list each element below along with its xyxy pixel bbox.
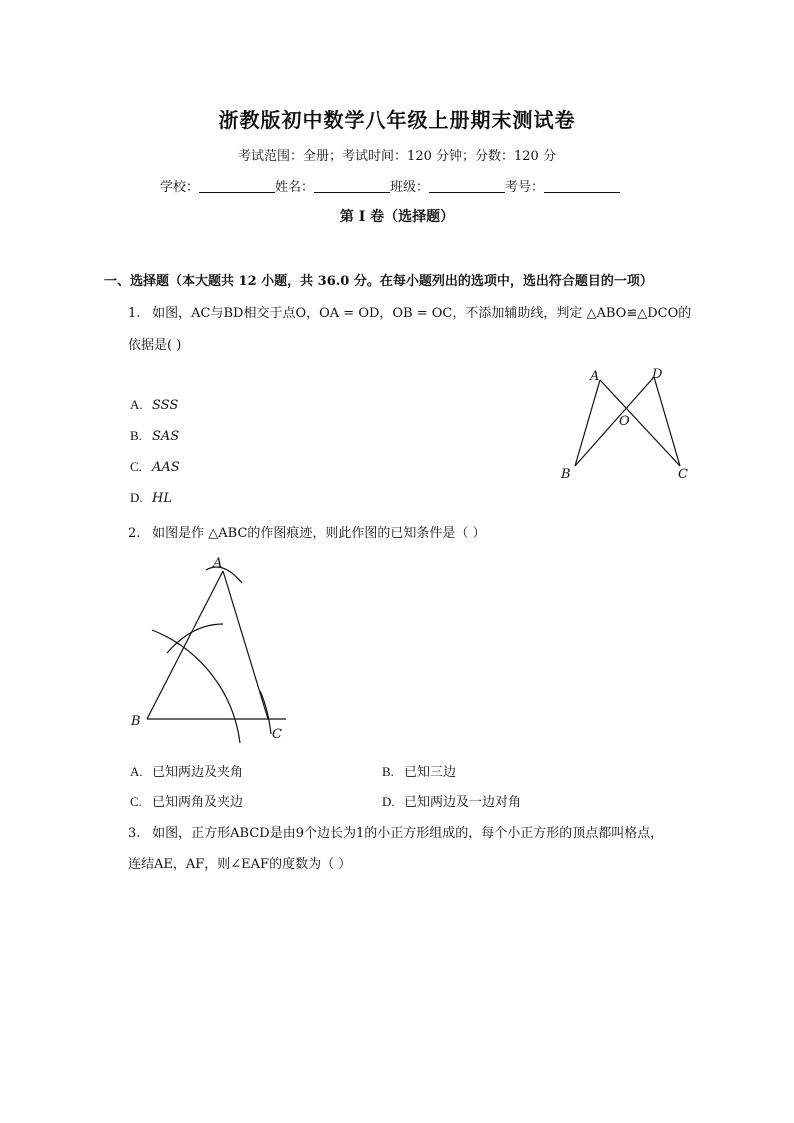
arc-intersect bbox=[167, 624, 223, 653]
section-heading: 一、选择题（本大题共 12 小题，共 36.0 分。在每小题列出的选项中，选出符合题目的一项） bbox=[104, 274, 653, 289]
question-1-line-2: 依据是( ) bbox=[128, 338, 182, 353]
question-2-option-c[interactable]: C. 已知两角及夹边 bbox=[130, 794, 244, 810]
question-1-stem: 如图，AC与BD相交于点O，OA = OD，OB = OC，不添加辅助线，判定 △ABO≌△DCO的 bbox=[152, 306, 692, 321]
question-2-figure bbox=[120, 548, 310, 748]
segment-ac bbox=[223, 571, 268, 719]
label-c: C bbox=[272, 727, 282, 742]
class-blank bbox=[429, 180, 505, 193]
number-blank bbox=[544, 180, 620, 193]
segment-ba bbox=[147, 571, 223, 719]
question-3-number: 3. bbox=[128, 826, 141, 841]
label-b: B bbox=[561, 467, 571, 482]
label-d: D bbox=[652, 367, 663, 382]
question-2-option-a[interactable]: A. 已知两边及夹角 bbox=[130, 764, 244, 780]
label-o: O bbox=[619, 414, 630, 429]
number-label: 考号： bbox=[505, 180, 545, 195]
school-label: 学校： bbox=[160, 180, 200, 195]
page-title: 浙教版初中数学八年级上册期末测试卷 bbox=[218, 108, 576, 132]
question-3-line-1 bbox=[128, 822, 663, 841]
question-1-option-c[interactable]: C. AAS bbox=[130, 459, 180, 475]
arc-large bbox=[152, 630, 240, 743]
question-2-option-d[interactable]: D. 已知两边及一边对角 bbox=[382, 794, 522, 810]
volume-heading: 第 I 卷（选择题） bbox=[339, 209, 455, 225]
question-2-stem: 如图是作 △ABC的作图痕迹，则此作图的已知条件是（ ） bbox=[152, 526, 486, 541]
name-blank bbox=[314, 180, 390, 193]
question-1-option-d[interactable]: D. HL bbox=[130, 490, 172, 506]
question-1-option-a[interactable]: A. SSS bbox=[130, 397, 179, 413]
question-2-line-1 bbox=[128, 522, 486, 541]
question-1-option-b[interactable]: B. SAS bbox=[130, 428, 180, 444]
label-b: B bbox=[131, 714, 141, 729]
question-2-number: 2. bbox=[128, 526, 141, 541]
student-info-row bbox=[160, 176, 620, 195]
name-label: 姓名： bbox=[275, 180, 315, 195]
label-a: A bbox=[590, 369, 600, 384]
question-3-stem: 如图，正方形ABCD是由9个边长为1的小正方形组成的，每个小正方形的顶点都叫格点， bbox=[152, 826, 664, 841]
question-3-line-2: 连结AE，AF，则∠EAF的度数为（ ） bbox=[128, 857, 352, 872]
question-1-figure bbox=[550, 362, 710, 487]
class-label: 班级： bbox=[390, 180, 430, 195]
label-a: A bbox=[213, 556, 223, 571]
question-1-number: 1. bbox=[128, 306, 141, 321]
label-c: C bbox=[678, 467, 688, 482]
exam-meta: 考试范围：全册；考试时间：120 分钟；分数：120 分 bbox=[238, 149, 556, 164]
question-1-line-1 bbox=[128, 302, 691, 321]
segment-ab bbox=[575, 380, 600, 466]
question-2-option-b[interactable]: B. 已知三边 bbox=[382, 764, 457, 780]
school-blank bbox=[199, 180, 275, 193]
segment-db bbox=[575, 377, 654, 466]
